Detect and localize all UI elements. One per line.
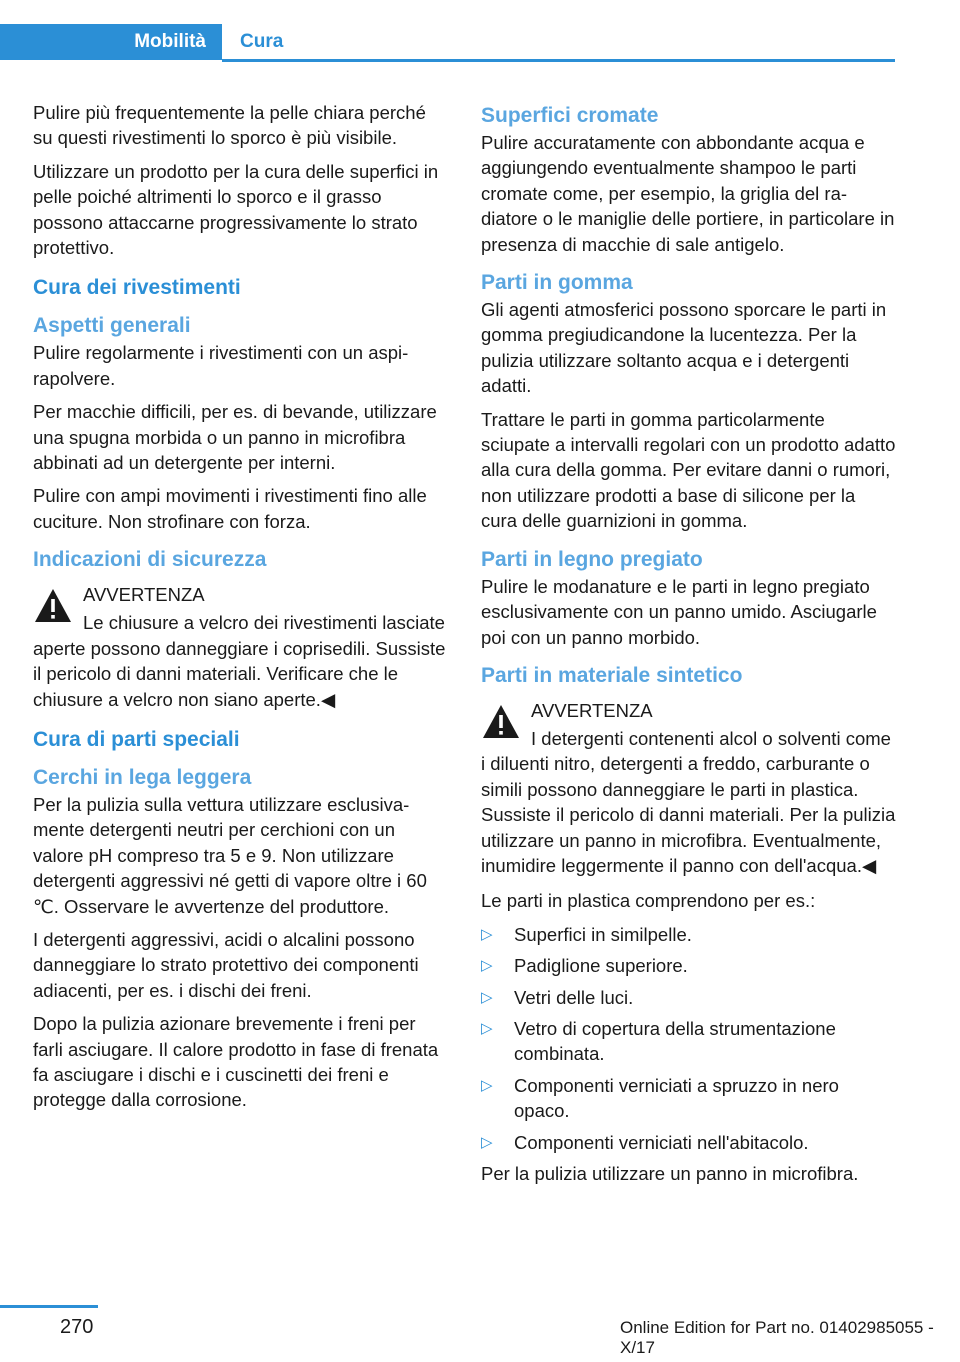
subsection-heading: Parti in gomma xyxy=(481,271,633,295)
paragraph: Trattare le parti in gomma particolarmente sciupate a intervalli regolari con un prodotto adatto alla cura della gomma. Per evitare danni o rumori, non utilizzare prodotti a base di silicone per la cura delle guarnizioni in gomma. xyxy=(481,408,896,532)
list-item-text: Superfici in similpelle. xyxy=(514,923,692,945)
paragraph: Per macchie difficili, per es. di bevande, utilizzare una spugna morbida o un panno in microfibra abbinati ad un detergente per interni. xyxy=(33,401,437,474)
paragraph: Pulire con ampi movimenti i rivestimenti fino alle cuciture. Non strofinare con forza. xyxy=(33,485,427,532)
subsection-heading: Indicazioni di sicurezza xyxy=(33,548,267,572)
plastic-parts-list xyxy=(481,922,896,1155)
section-heading: Cura dei rivestimenti xyxy=(33,276,241,300)
list-item xyxy=(481,1016,896,1067)
page-number: 270 xyxy=(60,1316,94,1338)
paragraph: Pulire le modanature e le parti in legno pregiato esclusivamente con un panno umido. Asciugarle poi con un panno morbido. xyxy=(481,575,877,648)
subsection-heading: Parti in materiale sintetico xyxy=(481,663,743,687)
warning-title: AVVERTENZA xyxy=(83,584,205,606)
paragraph: Gli agenti atmosferici possono sporcare le parti in gomma pregiudicandone la lucentezza. Per la pulizia utilizzare soltanto acqua e i detergenti adatti. xyxy=(481,299,887,397)
right-column xyxy=(481,100,896,1194)
subsection-heading: Parti in legno pregiato xyxy=(481,547,703,571)
list-item xyxy=(481,1130,896,1155)
subsection-heading: Cerchi in lega leggera xyxy=(33,765,252,789)
subsection-heading: Superfici cromate xyxy=(481,104,659,127)
tab-cura xyxy=(222,24,895,60)
warning-title: AVVERTENZA xyxy=(531,699,653,721)
list-item xyxy=(481,1073,896,1124)
paragraph: Per la pulizia sulla vettura utilizzare esclusivamente detergenti neutri per cerchioni con un valore pH compreso tra 5 e 9. Non utilizzare detergenti aggressivi né getti di vapore oltre i 60 ℃. Osservare le avvertenze del produttore. xyxy=(33,793,427,917)
tab-mobilita-label: Mobilità xyxy=(134,31,206,52)
list-item xyxy=(481,922,896,947)
paragraph: I detergenti aggressivi, acidi o alcalini possono danneggiare lo strato protettivo dei componenti adiacenti, per es. i dischi dei freni. xyxy=(33,928,419,1001)
header-divider xyxy=(222,59,895,62)
left-column xyxy=(33,100,448,1121)
bullet-triangle-icon: ▷ xyxy=(481,1019,493,1037)
list-item-text: Vetro di copertura della strumentazione combinata. xyxy=(514,1017,836,1065)
list-item-text: Componenti verniciati a spruzzo in nero opaco. xyxy=(514,1074,839,1122)
list-item xyxy=(481,953,896,978)
list-item-text: Componenti verniciati nell'abitacolo. xyxy=(514,1131,809,1153)
warning-icon xyxy=(481,698,521,742)
warning-icon xyxy=(33,582,73,626)
list-item xyxy=(481,985,896,1010)
warning-box xyxy=(33,582,448,712)
bullet-triangle-icon: ▷ xyxy=(481,925,493,943)
footer-divider xyxy=(0,1305,98,1308)
list-item-text: Vetri delle luci. xyxy=(514,986,634,1008)
list-item-text: Padiglione superiore. xyxy=(514,955,688,977)
paragraph: Pulire regolarmente i rivestimenti con un aspirapolvere. xyxy=(33,342,409,389)
bullet-triangle-icon: ▷ xyxy=(481,957,493,975)
paragraph: Per la pulizia utilizzare un panno in microfibra. xyxy=(481,1163,859,1184)
paragraph: Pulire più frequentemente la pelle chiara perché su questi rivestimenti lo sporco è più visibile. xyxy=(33,102,426,149)
edition-note: Online Edition for Part no. 01402985055 - X/17 xyxy=(620,1318,934,1357)
tab-mobilita xyxy=(0,24,222,60)
bullet-triangle-icon: ▷ xyxy=(481,988,493,1006)
warning-text: I detergenti contenenti alcol o solventi come i diluenti nitro, detergenti a freddo, carburante o simili possono danneggiare le parti in plastica. Sussiste il pericolo di danni materiali. Per la pulizia utilizzare un panno in microfibra. Eventualmente, inumidire leggermente il panno con dell'acqua.◀ xyxy=(481,727,896,876)
paragraph: Le parti in plastica comprendono per es.: xyxy=(481,890,816,912)
section-heading: Cura di parti speciali xyxy=(33,727,240,751)
bullet-triangle-icon: ▷ xyxy=(481,1133,493,1151)
bullet-triangle-icon: ▷ xyxy=(481,1076,493,1094)
paragraph: Utilizzare un prodotto per la cura delle superfici in pelle poiché altrimenti lo sporco e il grasso possono attaccarne progressivamente lo strato protettivo. xyxy=(33,160,439,259)
page-header xyxy=(0,0,895,62)
warning-box xyxy=(481,698,896,878)
paragraph: Dopo la pulizia azionare brevemente i freni per farli asciugare. Il calore prodotto in fase di frenata fa asciugare i dischi e i cuscinetti dei freni e protegge dalla corrosione. xyxy=(33,1013,439,1111)
paragraph: Pulire accuratamente con abbondante acqua e aggiungendo eventualmente shampoo le parti cromate come, per esempio, la griglia del radiatore o le maniglie delle portiere, in particolare in presenza di macchie di sale antigelo. xyxy=(481,132,895,255)
warning-text: Le chiusure a velcro dei rivestimenti lasciate aperte possono danneggiare i coprisedili. Sussiste il pericolo di danni materiali. Verificare che le chiusure a velcro non siano aperte.◀ xyxy=(33,612,446,710)
subsection-heading: Aspetti generali xyxy=(33,314,191,338)
tab-cura-label: Cura xyxy=(240,31,284,52)
